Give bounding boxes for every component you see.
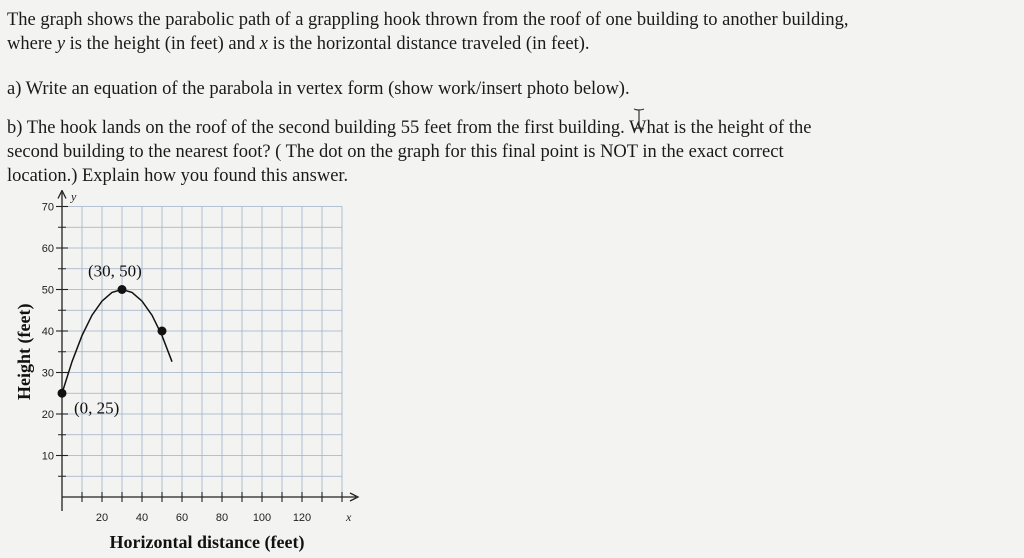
x-tick-label: 40 <box>135 512 149 524</box>
chart-curve <box>62 290 172 394</box>
intro-var-y: y <box>56 34 66 54</box>
y-tick-label: 70 <box>41 201 54 214</box>
part-b-line-2: second building to the nearest foot? ( The dot on the graph for this final point is NOT in the exact correct <box>7 142 784 162</box>
x-tick-label: 120 <box>292 512 312 524</box>
y-tick-label: 10 <box>41 450 54 463</box>
y-tick-label: 40 <box>41 326 54 338</box>
text-cursor-icon <box>632 108 646 130</box>
parabola-graph <box>0 190 400 558</box>
data-point <box>58 389 67 398</box>
point-label: (0, 25) <box>74 398 120 418</box>
chart-points <box>58 262 167 418</box>
chart-axes <box>58 191 358 512</box>
chart-titles <box>14 190 352 553</box>
part-b-line-3: location.) Explain how you found this answer. <box>7 166 349 186</box>
y-tick-label: 30 <box>41 367 54 380</box>
data-point <box>118 285 127 294</box>
data-point <box>158 327 167 336</box>
x-tick-label: 80 <box>215 512 229 524</box>
intro-line-2-b: is the height (in feet) and <box>65 34 260 54</box>
point-label: (30, 50) <box>88 261 142 281</box>
problem-intro <box>7 8 849 56</box>
x-axis-title: Horizontal distance (feet) <box>109 532 305 552</box>
part-a-question <box>7 77 630 101</box>
intro-var-x: x <box>259 34 268 54</box>
part-b-line-1: b) The hook lands on the roof of the second building 55 feet from the first building. What is the height of the <box>7 118 812 138</box>
y-axis-title: Height (feet) <box>14 303 34 400</box>
y-tick-label: 60 <box>41 243 54 255</box>
chart-ticks <box>42 202 342 525</box>
x-tick-label: 100 <box>252 512 272 524</box>
parabola-curve <box>62 290 172 394</box>
y-axis-variable: y <box>71 190 77 204</box>
part-b-question <box>7 116 811 188</box>
part-a-text: a) Write an equation of the parabola in vertex form (show work/insert photo below). <box>7 79 630 99</box>
intro-line-2-c: is the horizontal distance traveled (in feet). <box>267 34 590 54</box>
y-tick-label: 50 <box>41 284 54 297</box>
intro-line-2-a: where <box>7 34 57 54</box>
intro-line-1: The graph shows the parabolic path of a grappling hook thrown from the roof of one building to another building, <box>7 10 849 30</box>
x-axis-variable: x <box>346 510 352 524</box>
x-tick-label: 60 <box>175 512 189 524</box>
x-tick-label: 20 <box>95 512 109 524</box>
chart-grid <box>62 207 342 498</box>
y-tick-label: 20 <box>41 409 54 421</box>
